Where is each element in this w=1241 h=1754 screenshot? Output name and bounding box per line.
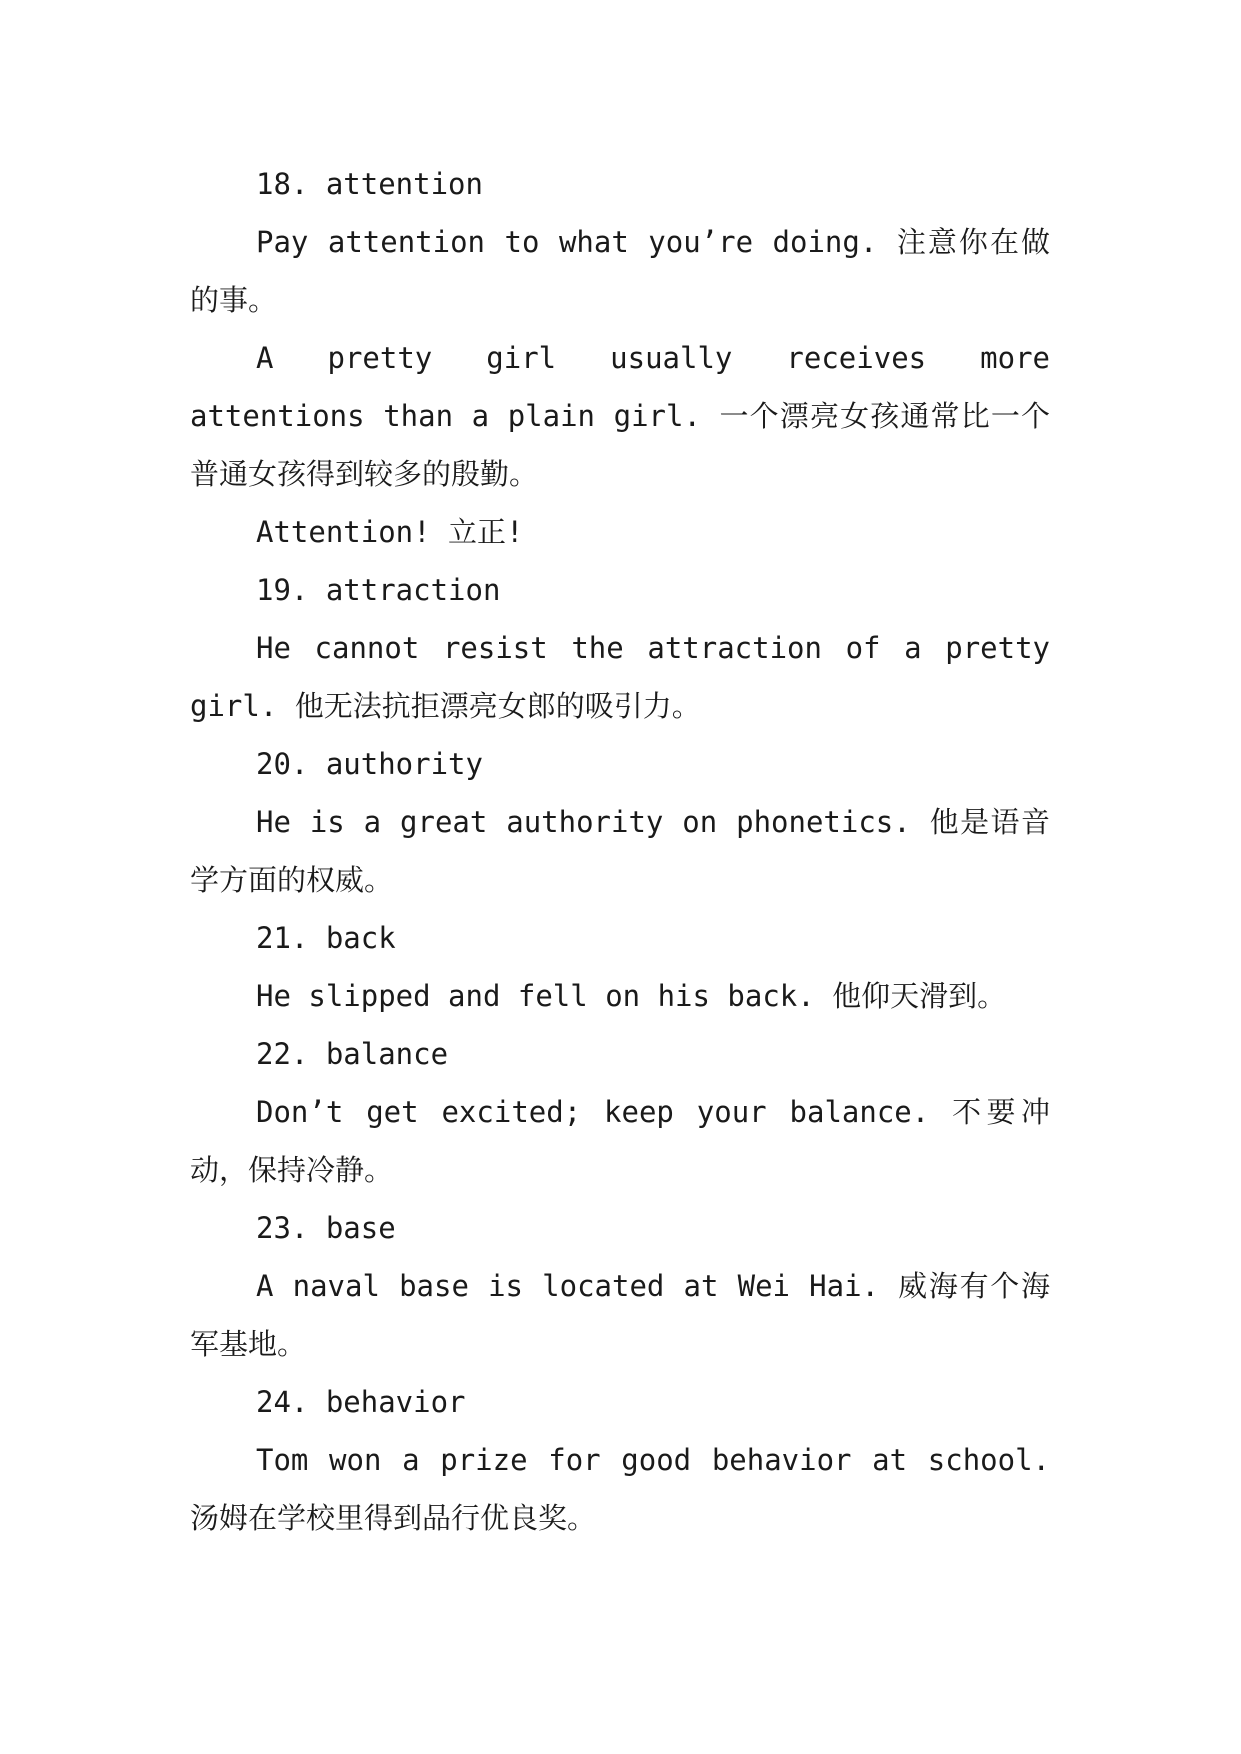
example-sentence: Attention! 立正! — [256, 515, 524, 549]
entry-heading: 21. back — [256, 921, 396, 955]
example-sentence: Don’t get excited; keep your balance. 不要冲动，保持冷静。 — [190, 1095, 1050, 1187]
example-sentence: Tom won a prize for good behavior at school. 汤姆在学校里得到品行优良奖。 — [190, 1443, 1050, 1535]
entry-heading: 24. behavior — [256, 1385, 466, 1419]
example-sentence: He is a great authority on phonetics. 他是语音学方面的权威。 — [190, 805, 1050, 897]
entry-heading: 23. base — [256, 1211, 396, 1245]
document-page — [190, 155, 1050, 1547]
entry-heading: 22. balance — [256, 1037, 449, 1071]
entry-heading: 19. attraction — [256, 573, 501, 607]
example-sentence: He cannot resist the attraction of a pretty girl. 他无法抗拒漂亮女郎的吸引力。 — [190, 631, 1050, 723]
entry-heading: 20. authority — [256, 747, 483, 781]
entry-heading: 18. attention — [256, 167, 483, 201]
example-sentence: Pay attention to what you’re doing. 注意你在做的事。 — [190, 225, 1050, 317]
example-sentence: A pretty girl usually receives more attentions than a plain girl. 一个漂亮女孩通常比一个普通女孩得到较多的殷勤。 — [190, 341, 1050, 491]
example-sentence: He slipped and fell on his back. 他仰天滑到。 — [256, 979, 1007, 1013]
example-sentence: A naval base is located at Wei Hai. 威海有个海军基地。 — [190, 1269, 1050, 1361]
